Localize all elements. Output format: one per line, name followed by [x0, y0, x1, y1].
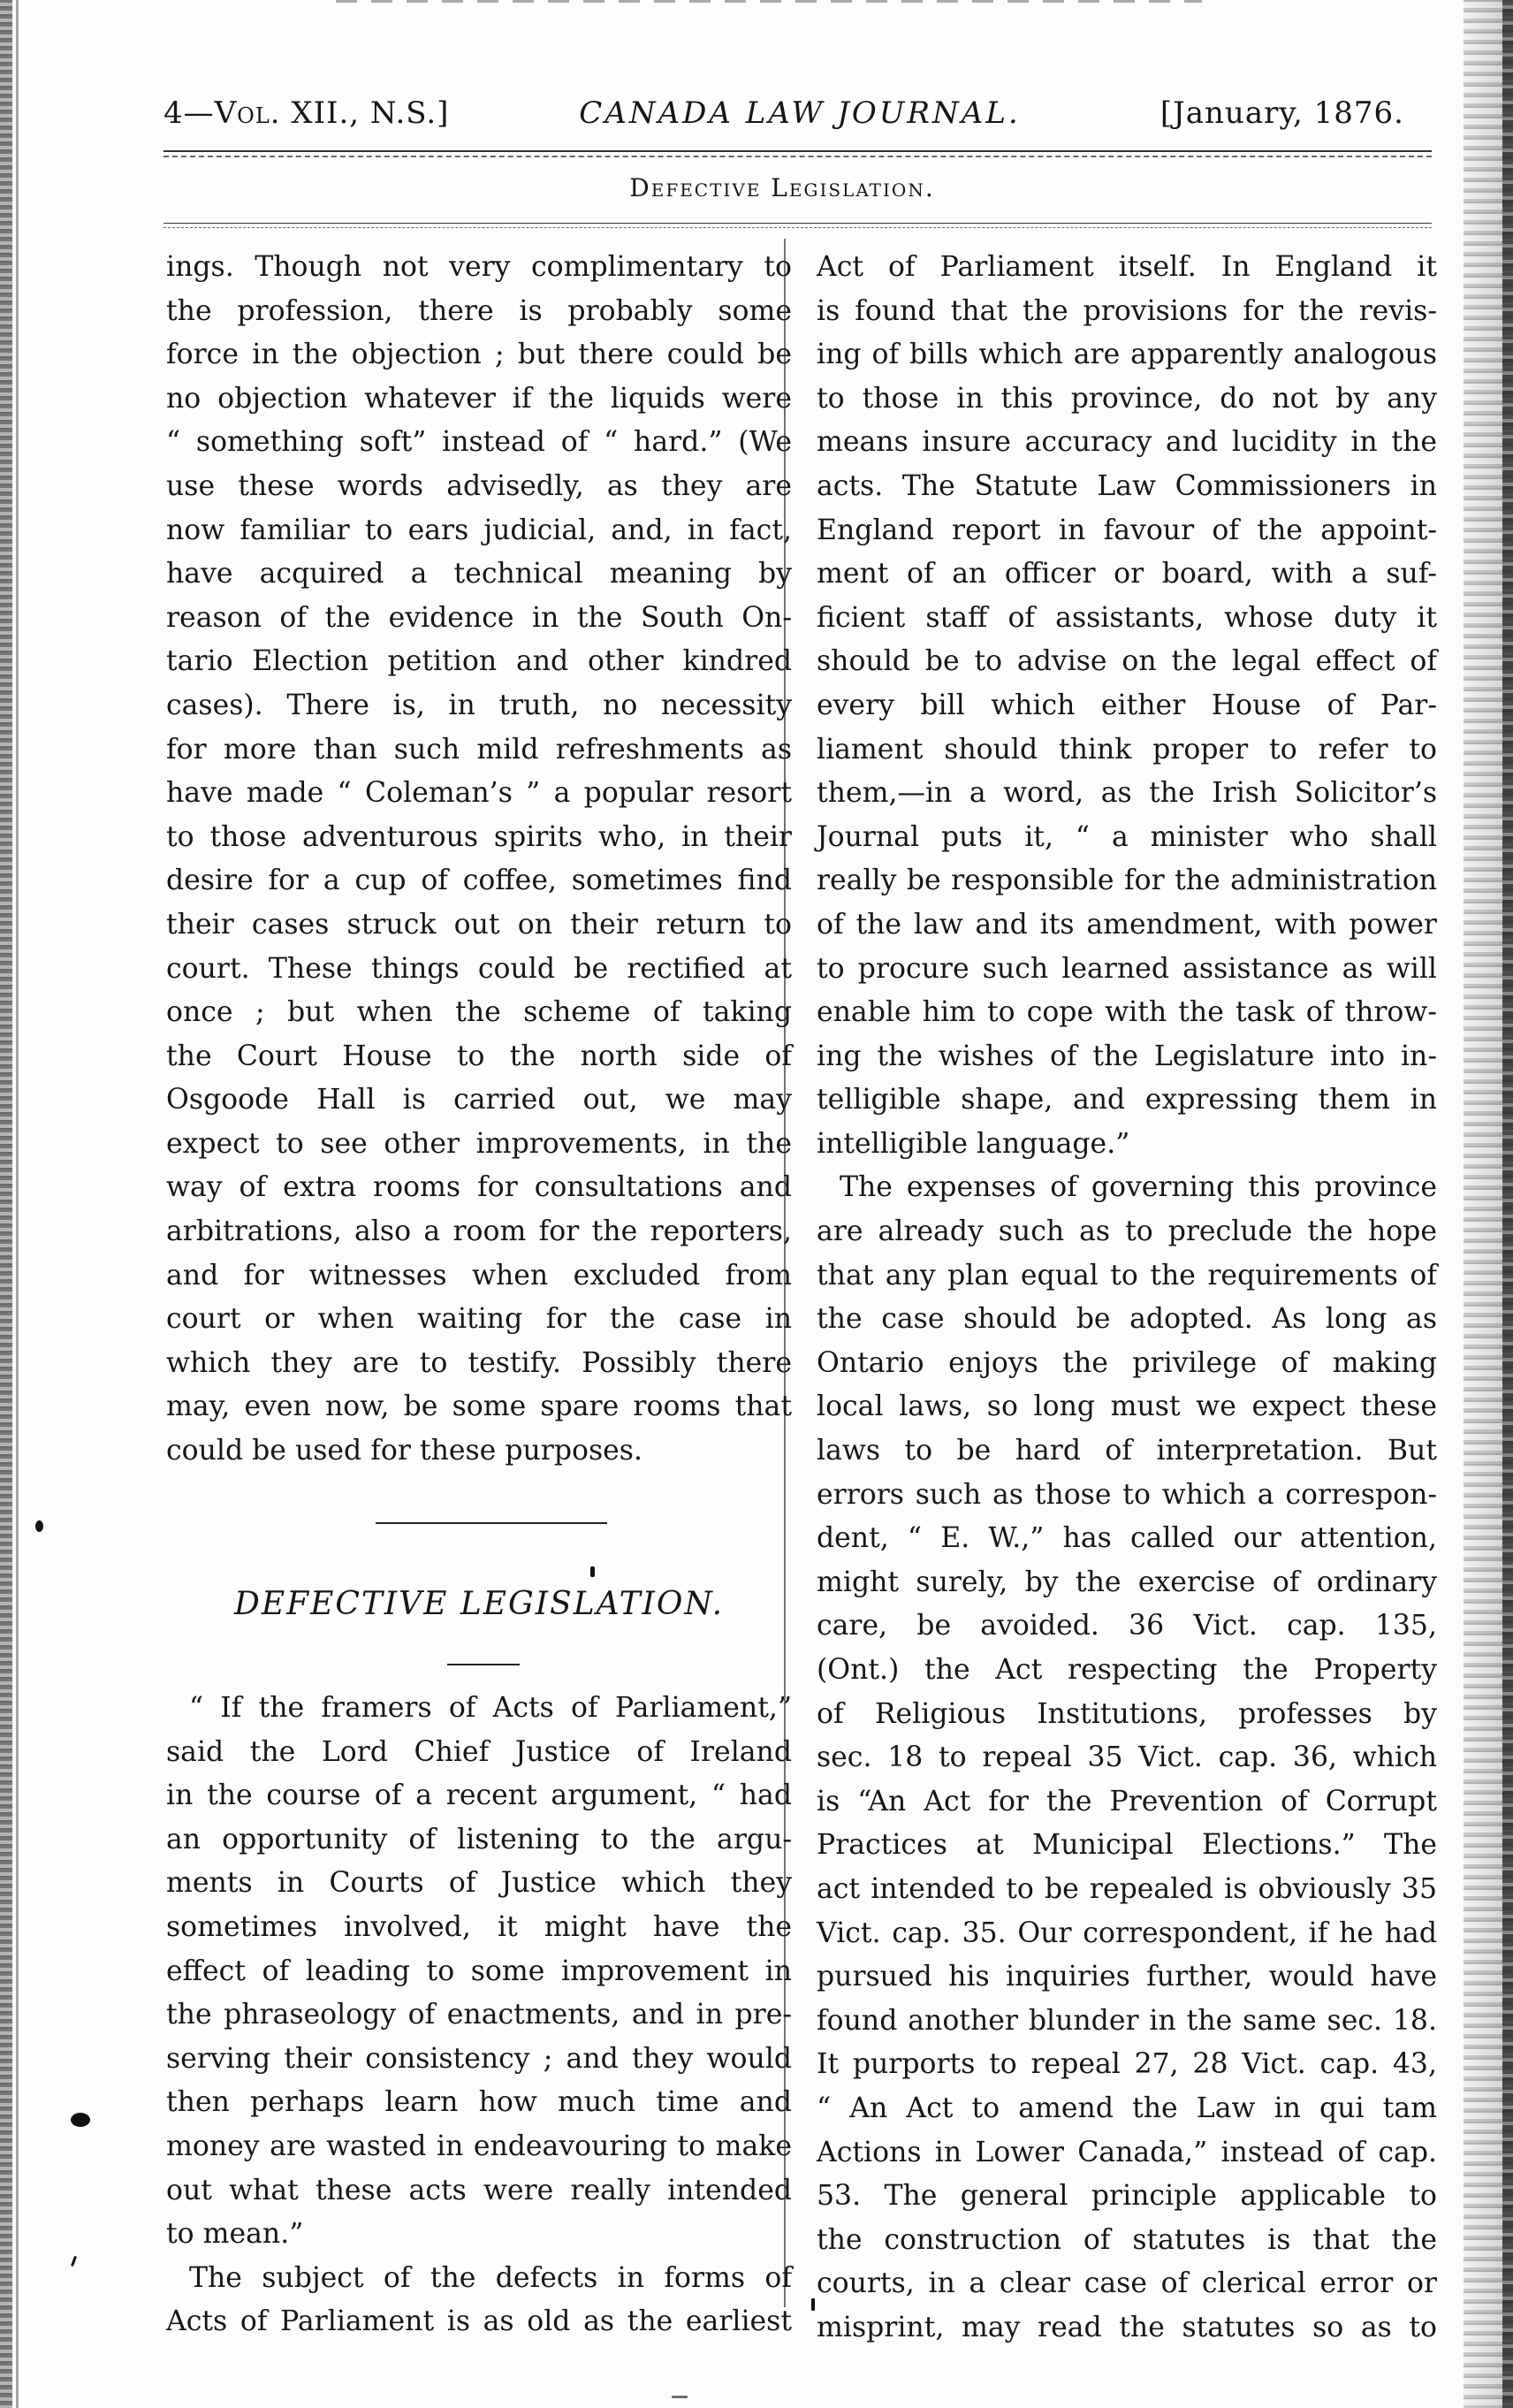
- volume-label: 4—Vol. XII., N.S.]: [163, 95, 450, 131]
- text-line: misprint, may read the statutes so as to: [817, 2311, 1437, 2343]
- text-line: (Ont.) the Act respecting the Property: [817, 1654, 1437, 1686]
- text-line: the profession, there is probably some: [166, 294, 792, 327]
- text-line: of the law and its amendment, with power: [817, 908, 1437, 941]
- text-line: care, be avoided. 36 Vict. cap. 135,: [817, 1610, 1437, 1642]
- text-line: ficient staff of assistants, whose duty it: [817, 601, 1437, 634]
- text-line: have acquired a technical meaning by: [166, 558, 792, 591]
- page-edge-right-dark: [1502, 0, 1513, 2408]
- left-column-article-text: [166, 1687, 792, 2344]
- text-line: once ; but when the scheme of taking: [166, 996, 792, 1029]
- text-line: The expenses of governing this province: [840, 1171, 1437, 1204]
- text-line: have made “ Coleman’s ” a popular resort: [166, 777, 792, 810]
- text-line: effect of leading to some improvement in: [166, 1955, 792, 1987]
- text-line: may, even now, be some spare rooms that: [166, 1391, 792, 1423]
- issue-date: [January, 1876.: [1159, 95, 1404, 131]
- text-line: no objection whatever if the liquids were: [166, 382, 792, 415]
- text-line: 53. The general principle applicable to: [817, 2180, 1437, 2213]
- text-line: for more than such mild refreshments as: [166, 733, 792, 766]
- text-line: them,—in a word, as the Irish Solicitor’s: [817, 777, 1437, 810]
- text-line: is found that the provisions for the revis-: [817, 294, 1437, 327]
- text-line: act intended to be repealed is obviously 35: [817, 1872, 1437, 1905]
- text-line: ing of bills which are apparently analogous: [817, 339, 1437, 371]
- text-line: in the course of a recent argument, “ had: [166, 1779, 792, 1812]
- text-line: acts. The Statute Law Commissioners in: [817, 469, 1437, 502]
- text-line: the construction of statutes is that the: [817, 2223, 1437, 2256]
- text-line: their cases struck out on their return to: [166, 908, 792, 941]
- text-line: might surely, by the exercise of ordinary: [817, 1566, 1437, 1598]
- section-rule-dashed: [163, 227, 1432, 228]
- text-line: laws to be hard of interpretation. But: [817, 1435, 1437, 1467]
- text-line: Actions in Lower Canada,” instead of cap.: [817, 2136, 1437, 2168]
- text-line: the phraseology of enactments, and in pre-: [166, 1999, 792, 2031]
- text-line: use these words advisedly, as they are: [166, 469, 792, 502]
- ink-speck: [71, 2256, 77, 2267]
- text-line: Ontario enjoys the privilege of making: [817, 1346, 1437, 1379]
- text-line: said the Lord Chief Justice of Ireland: [166, 1735, 792, 1768]
- text-line: the case should be adopted. As long as: [817, 1303, 1437, 1336]
- article-title-rule: [447, 1664, 520, 1665]
- ink-speck: [811, 2298, 815, 2311]
- text-line: intelligible language.”: [817, 1127, 1130, 1160]
- text-line: are already such as to preclude the hope: [817, 1215, 1437, 1248]
- text-line: to those in this province, do not by any: [817, 382, 1437, 415]
- text-line: local laws, so long must we expect these: [817, 1391, 1437, 1423]
- top-edge-marks: [336, 0, 1202, 3]
- text-line: every bill which either House of Par-: [817, 689, 1437, 721]
- ink-speck: [590, 1566, 595, 1577]
- text-line: sec. 18 to repeal 35 Vict. cap. 36, which: [817, 1741, 1437, 1774]
- text-line: Practices at Municipal Elections.” The: [817, 1829, 1437, 1862]
- text-line: of Religious Institutions, professes by: [817, 1697, 1437, 1730]
- text-line: then perhaps learn how much time and: [166, 2086, 792, 2119]
- article-separator-rule: [376, 1522, 607, 1524]
- text-line: force in the objection ; but there could be: [166, 339, 792, 371]
- text-line: an opportunity of listening to the argu-: [166, 1823, 792, 1856]
- text-line: and for witnesses when excluded from: [166, 1259, 792, 1292]
- text-line: expect to see other improvements, in the: [166, 1127, 792, 1160]
- text-line: tario Election petition and other kindred: [166, 645, 792, 678]
- text-line: ing the wishes of the Legislature into in-: [817, 1040, 1437, 1072]
- text-line: The subject of the defects in forms of: [189, 2261, 792, 2294]
- text-line: could be used for these purposes.: [166, 1435, 642, 1467]
- text-line: serving their consistency ; and they would: [166, 2042, 792, 2075]
- text-line: telligible shape, and expressing them in: [817, 1084, 1437, 1116]
- text-line: England report in favour of the appoint-: [817, 514, 1437, 546]
- text-line: money are wasted in endeavouring to make: [166, 2130, 792, 2162]
- text-line: arbitrations, also a room for the reporters,: [166, 1215, 792, 1248]
- text-line: courts, in a clear case of clerical error or: [817, 2267, 1437, 2300]
- article-title: DEFECTIVE LEGISLATION.: [233, 1586, 725, 1622]
- header-rule-dashed: [163, 156, 1432, 157]
- text-line: that any plan equal to the requirements of: [817, 1259, 1437, 1292]
- text-line: to mean.”: [166, 2218, 304, 2251]
- text-line: errors such as those to which a correspon-: [817, 1478, 1437, 1511]
- text-line: should be to advise on the legal effect of: [817, 645, 1437, 678]
- ink-speck: [71, 2113, 90, 2127]
- text-line: Acts of Parliament is as old as the earliest: [166, 2305, 792, 2338]
- ink-speck: [35, 1520, 43, 1532]
- text-line: enable him to cope with the task of throw-: [817, 996, 1437, 1029]
- text-line: reason of the evidence in the South On-: [166, 601, 792, 634]
- text-line: now familiar to ears judicial, and, in fact,: [166, 514, 792, 546]
- section-heading: Defective Legislation.: [629, 173, 935, 202]
- right-column-text: [817, 246, 1437, 2351]
- journal-title: CANADA LAW JOURNAL.: [579, 95, 1021, 131]
- text-line: to those adventurous spirits who, in their: [166, 820, 792, 853]
- text-line: is “An Act for the Prevention of Corrupt: [817, 1785, 1437, 1817]
- text-line: which they are to testify. Possibly there: [166, 1346, 792, 1379]
- text-line: It purports to repeal 27, 28 Vict. cap. 43,: [817, 2048, 1437, 2081]
- text-line: to procure such learned assistance as will: [817, 952, 1437, 985]
- text-line: ments in Courts of Justice which they: [166, 1867, 792, 1900]
- text-line: out what these acts were really intended: [166, 2174, 792, 2206]
- text-line: dent, “ E. W.,” has called our attention,: [817, 1522, 1437, 1555]
- text-line: court or when waiting for the case in: [166, 1303, 792, 1336]
- text-line: “ An Act to amend the Law in qui tam: [817, 2092, 1437, 2124]
- text-line: Osgoode Hall is carried out, we may: [166, 1084, 792, 1116]
- header-rule: [163, 150, 1432, 152]
- text-line: found another blunder in the same sec. 18.: [817, 2004, 1437, 2037]
- text-line: Vict. cap. 35. Our correspondent, if he had: [817, 1916, 1437, 1949]
- left-column-text: [166, 246, 792, 1474]
- binding-edge-left: [0, 0, 12, 2408]
- text-line: the Court House to the north side of: [166, 1040, 792, 1072]
- text-line: Act of Parliament itself. In England it: [817, 251, 1437, 283]
- text-line: pursued his inquiries further, would have: [817, 1961, 1437, 1993]
- section-rule: [163, 223, 1432, 224]
- text-line: cases). There is, in truth, no necessity: [166, 689, 792, 721]
- text-line: way of extra rooms for consultations and: [166, 1171, 792, 1204]
- ink-speck: [672, 2396, 688, 2398]
- text-line: really be responsible for the administration: [817, 865, 1437, 897]
- running-head: [163, 87, 1454, 140]
- text-line: desire for a cup of coffee, sometimes find: [166, 865, 792, 897]
- text-line: court. These things could be rectified at: [166, 952, 792, 985]
- text-line: “ something soft” instead of “ hard.” (We: [166, 426, 792, 459]
- text-line: sometimes involved, it might have the: [166, 1910, 792, 1943]
- text-line: ment of an officer or board, with a suf-: [817, 558, 1437, 591]
- text-line: means insure accuracy and lucidity in the: [817, 426, 1437, 459]
- text-line: liament should think proper to refer to: [817, 733, 1437, 766]
- text-line: “ If the framers of Acts of Parliament,”: [189, 1692, 792, 1724]
- text-line: Journal puts it, “ a minister who shall: [817, 820, 1437, 853]
- text-line: ings. Though not very complimentary to: [166, 251, 792, 283]
- binding-edge-line: [16, 0, 19, 2408]
